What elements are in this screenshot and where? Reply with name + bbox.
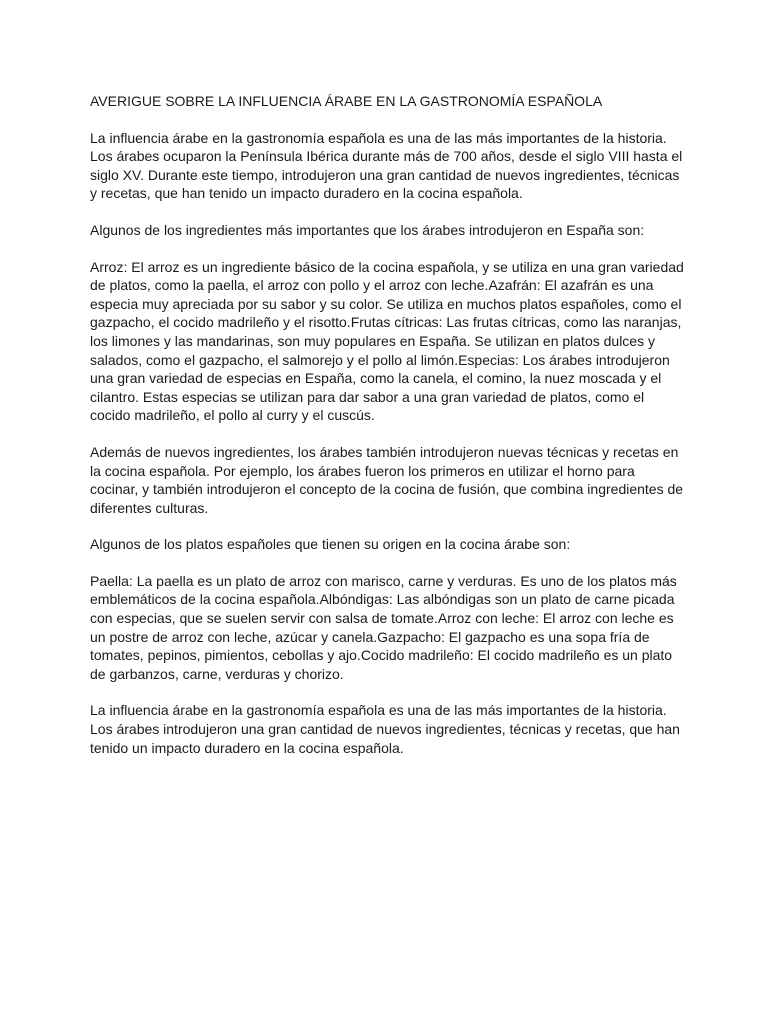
paragraph-dishes-heading: Algunos de los platos españoles que tienen su origen en la cocina árabe son:	[90, 536, 571, 553]
paragraph-intro: La influencia árabe en la gastronomía española es una de las más importantes de la historia. Los árabes ocuparon la Península Ibérica durante más de 700 años, desde el siglo VIII hasta el siglo XV. Durante este tiempo, introdujeron una gran cantidad de nuevos ingredientes, técnicas y recetas, que han tenido un impacto duradero en la cocina española.	[90, 129, 683, 202]
paragraph-ingredients-list: Arroz: El arroz es un ingrediente básico de la cocina española, y se utiliza en una gran variedad de platos, como la paella, el arroz con pollo y el arroz con leche.Azafrán: El azafrán es una especia muy apreciada por su sabor y su color. Se utiliza en muchos platos españoles, como el gazpacho, el cocido madrileño y el risotto.Frutas cítricas: Las frutas cítricas, como las naranjas, los limones y las mandarinas, son muy populares en España. Se utilizan en platos dulces y salados, como el gazpacho, el salmorejo y el pollo al limón.Especias: Los árabes introdujeron una gran variedad de especias en España, como la canela, el comino, la nuez moscada y el cilantro. Estas especias se utilizan para dar sabor a una gran variedad de platos, como el cocido madrileño, el pollo al curry y el cuscús.	[90, 258, 684, 424]
paragraph-ingredients-heading: Algunos de los ingredientes más importantes que los árabes introdujeron en España son:	[90, 221, 645, 238]
paragraph-techniques: Además de nuevos ingredientes, los árabes también introdujeron nuevas técnicas y recetas en la cocina española. Por ejemplo, los árabes fueron los primeros en utilizar el horno para cocinar, y también introdujeron el concepto de la cocina de fusión, que combina ingredientes de diferentes culturas.	[90, 443, 684, 516]
paragraph-conclusion: La influencia árabe en la gastronomía española es una de las más importantes de la historia. Los árabes introdujeron una gran cantidad de nuevos ingredientes, técnicas y recetas, que han tenido un impacto duradero en la cocina española.	[90, 702, 680, 756]
paragraph-dishes-list: Paella: La paella es un plato de arroz con marisco, carne y verduras. Es uno de los platos más emblemáticos de la cocina española.Albóndigas: Las albóndigas son un plato de carne picada con especias, que se suelen servir con salsa de tomate.Arroz con leche: El arroz con leche es un postre de arroz con leche, azúcar y canela.Gazpacho: El gazpacho es una sopa fría de tomates, pepinos, pimientos, cebollas y ajo.Cocido madrileño: El cocido madrileño es un plato de garbanzos, carne, verduras y chorizo.	[90, 572, 677, 682]
document-title: AVERIGUE SOBRE LA INFLUENCIA ÁRABE EN LA GASTRONOMÍA ESPAÑOLA	[90, 93, 603, 109]
